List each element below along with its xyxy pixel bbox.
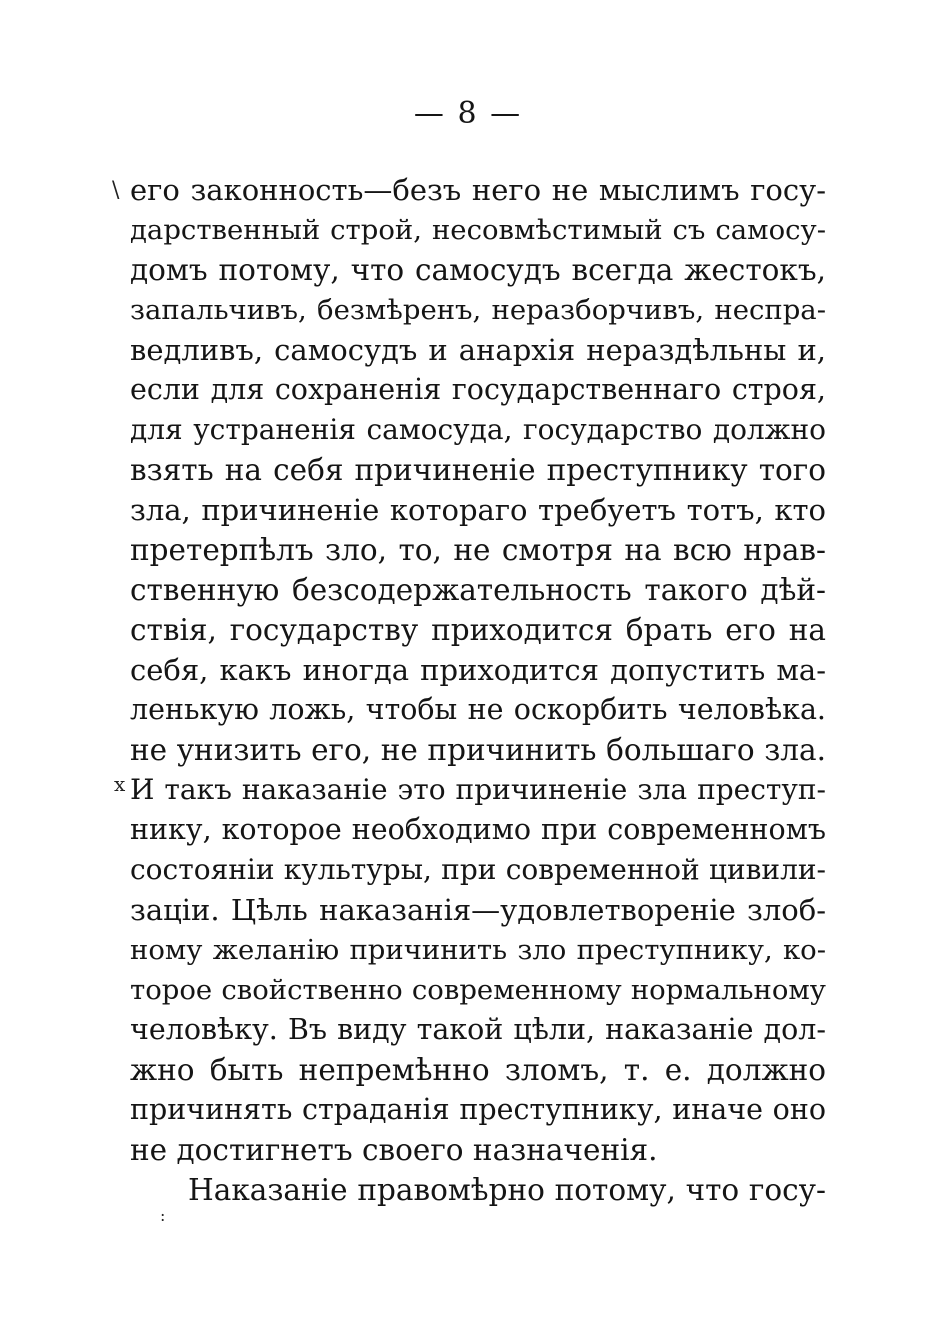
text-line: не достигнетъ своего назначенія. bbox=[130, 1133, 658, 1167]
text-line: зла, причиненіе котораго требуетъ тотъ, кто bbox=[130, 493, 826, 527]
text-line: взять на себя причиненіе преступнику того bbox=[130, 453, 826, 487]
text-line: И такъ наказаніе это причиненіе зла преступ- bbox=[130, 773, 826, 806]
text-line: если для сохраненія государственнаго строя, bbox=[130, 373, 826, 406]
text-line: домъ потому, что самосудъ всегда жестокъ, bbox=[130, 253, 826, 287]
text-line: причинять страданія преступнику, иначе оно bbox=[130, 1093, 826, 1126]
text-line: дарственный строй, несовмѣстимый съ самосу- bbox=[130, 214, 826, 246]
paragraph-start-line: Наказаніе правомѣрно потому, что госу- bbox=[188, 1173, 826, 1207]
text-line: жно быть непремѣнно зломъ, т. е. должно bbox=[130, 1053, 826, 1087]
text-line: претерпѣлъ зло, то, не смотря на всю нрав- bbox=[130, 533, 826, 567]
text-line: нику, которое необходимо при современномъ bbox=[130, 813, 826, 846]
margin-mark: x bbox=[114, 772, 126, 796]
text-line: ведливъ, самосудъ и анархія нераздѣльны и, bbox=[130, 333, 826, 367]
text-line: торое свойственно современному нормальному bbox=[130, 974, 826, 1006]
text-line: его законность—безъ него не мыслимъ госу- bbox=[130, 173, 826, 207]
text-line: не унизить его, не причинить большаго зла. bbox=[130, 733, 826, 767]
text-line: запальчивъ, безмѣренъ, неразборчивъ, неспра- bbox=[130, 294, 826, 326]
page-number: — 8 — bbox=[413, 96, 523, 131]
text-line: состояніи культуры, при современной цивили- bbox=[130, 853, 826, 886]
text-line: ствія, государству приходится брать его на bbox=[130, 613, 826, 647]
text-line: себя, какъ иногда приходится допустить ма- bbox=[130, 653, 826, 687]
text-line: для устраненія самосуда, государство должно bbox=[130, 413, 826, 446]
margin-mark: \ bbox=[112, 178, 120, 203]
text-line: человѣку. Въ виду такой цѣли, наказаніе дол- bbox=[130, 1013, 826, 1046]
margin-mark: : bbox=[160, 1206, 166, 1225]
text-line: заціи. Цѣль наказанія—удовлетвореніе злоб- bbox=[130, 893, 826, 927]
text-line: ному желанію причинить зло преступнику, ко- bbox=[130, 934, 826, 966]
text-line: ственную безсодержательность такого дѣй- bbox=[130, 573, 826, 607]
body-text bbox=[130, 170, 826, 1210]
text-line: ленькую ложь, чтобы не оскорбить человѣка. bbox=[130, 693, 826, 726]
